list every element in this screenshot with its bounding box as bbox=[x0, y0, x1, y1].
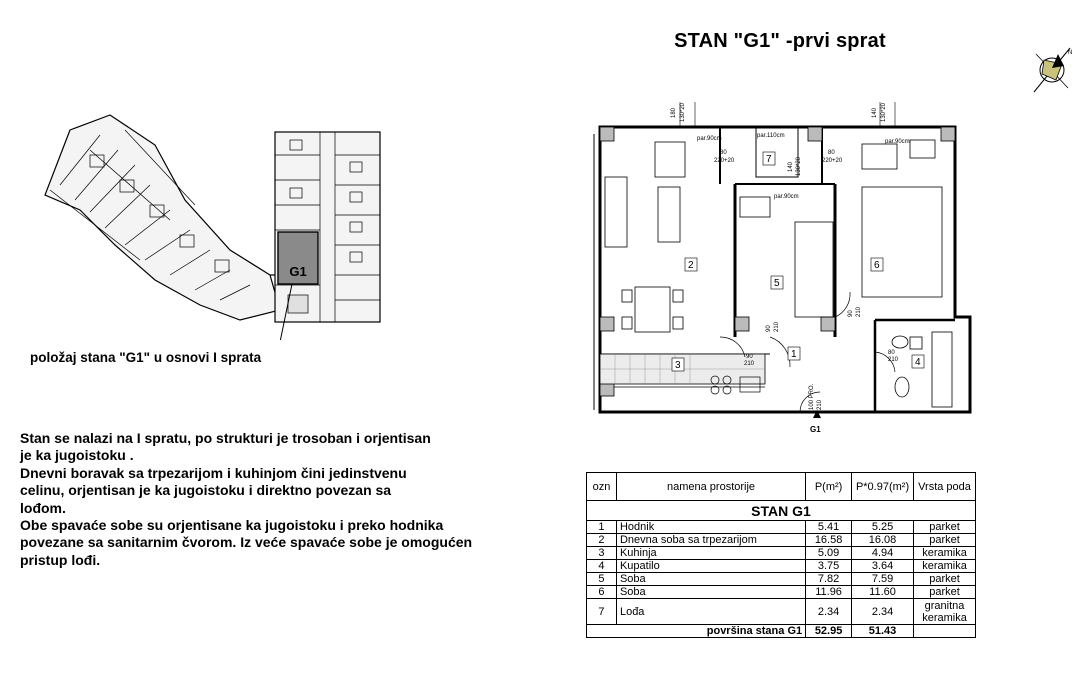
compass-icon bbox=[1028, 40, 1076, 100]
dim-label: 210 bbox=[888, 357, 899, 363]
description-line: celinu, orjentisan je ka jugoistoku i direktno povezan sa bbox=[20, 482, 392, 499]
svg-text:N: N bbox=[1068, 50, 1073, 56]
cell-area-reduced: 5.25 bbox=[852, 521, 914, 534]
building-key-plan bbox=[30, 110, 390, 340]
dim-label: 180 bbox=[671, 107, 677, 118]
dim-label: 220+20 bbox=[822, 158, 843, 164]
dim-label: 100 PRO. bbox=[809, 383, 815, 410]
dim-label: 90 bbox=[746, 354, 753, 360]
dim-label: 130*20 bbox=[680, 102, 686, 122]
cell-area: 2.34 bbox=[806, 599, 852, 625]
room-number: 7 bbox=[766, 154, 772, 165]
cell-num: 2 bbox=[587, 534, 617, 547]
dim-label: 80 bbox=[888, 350, 895, 356]
cell-num: 4 bbox=[587, 560, 617, 573]
key-plan-unit-label: G1 bbox=[289, 264, 307, 279]
cell-num: 6 bbox=[587, 586, 617, 599]
cell-name: Dnevna soba sa trpezarijom bbox=[616, 534, 805, 547]
table-header: P*0.97(m²) bbox=[852, 473, 914, 501]
cell-floor: parket bbox=[914, 586, 976, 599]
dim-label: par.110cm bbox=[757, 133, 785, 139]
cell-name: Kupatilo bbox=[616, 560, 805, 573]
cell-area: 11.96 bbox=[806, 586, 852, 599]
room-area-table bbox=[586, 472, 976, 638]
description-line: Stan se nalazi na I spratu, po strukturi je trosoban i orjentisan bbox=[20, 430, 431, 446]
description-line: Obe spavaće sobe su orjentisane ka jugoistoku i preko hodnika bbox=[20, 517, 444, 534]
dim-label: 90 bbox=[848, 310, 854, 317]
description-line: pristup lođi. bbox=[20, 551, 101, 568]
cell-floor: parket bbox=[914, 573, 976, 586]
table-row bbox=[587, 521, 976, 534]
table-header: P(m²) bbox=[806, 473, 852, 501]
dim-label: 140 bbox=[872, 107, 878, 118]
page-title: STAN "G1" -prvi sprat bbox=[674, 30, 886, 52]
cell-name: Kuhinja bbox=[616, 547, 805, 560]
dim-label: par.90cm bbox=[774, 194, 799, 200]
table-header: Vrsta poda bbox=[914, 473, 976, 501]
dim-label: 210 bbox=[744, 361, 755, 367]
cell-floor: keramika bbox=[914, 560, 976, 573]
room-number: 4 bbox=[915, 357, 921, 368]
description-line: lođom. bbox=[20, 499, 66, 516]
cell-name: Soba bbox=[616, 573, 805, 586]
total-area-reduced: 51.43 bbox=[852, 625, 914, 638]
room-number: 1 bbox=[791, 349, 797, 360]
cell-area-reduced: 4.94 bbox=[852, 547, 914, 560]
room-number: 6 bbox=[874, 260, 880, 271]
key-plan-caption: položaj stana "G1" u osnovi I sprata bbox=[30, 350, 262, 365]
dim-label: 80 bbox=[720, 150, 727, 156]
entrance-label: G1 bbox=[810, 425, 821, 434]
table-row bbox=[587, 586, 976, 599]
room-number: 3 bbox=[675, 360, 681, 371]
room-number: 5 bbox=[774, 278, 780, 289]
cell-name: Soba bbox=[616, 586, 805, 599]
cell-num: 7 bbox=[587, 599, 617, 625]
table-band-title: STAN G1 bbox=[587, 501, 976, 521]
cell-area: 5.09 bbox=[806, 547, 852, 560]
dim-label: par.90cm bbox=[885, 139, 910, 145]
dim-label: 130*20 bbox=[796, 156, 802, 176]
dim-label: 80 bbox=[828, 150, 835, 156]
total-label: površina stana G1 bbox=[587, 625, 806, 638]
apartment-description bbox=[20, 430, 520, 569]
apartment-floor-plan bbox=[580, 92, 980, 437]
table-total-row bbox=[587, 625, 976, 638]
cell-name: Hodnik bbox=[616, 521, 805, 534]
table-row bbox=[587, 534, 976, 547]
dim-label: 90 bbox=[766, 325, 772, 332]
cell-floor: parket bbox=[914, 534, 976, 547]
cell-floor: keramika bbox=[914, 547, 976, 560]
cell-num: 1 bbox=[587, 521, 617, 534]
table-row bbox=[587, 560, 976, 573]
dim-label: 210 bbox=[774, 321, 780, 332]
table-header: ozn bbox=[587, 473, 617, 501]
table-row bbox=[587, 599, 976, 625]
room-number: 2 bbox=[688, 260, 694, 271]
cell-area-reduced: 3.64 bbox=[852, 560, 914, 573]
cell-area: 3.75 bbox=[806, 560, 852, 573]
cell-area-reduced: 7.59 bbox=[852, 573, 914, 586]
cell-floor: parket bbox=[914, 521, 976, 534]
dim-label: 140 bbox=[788, 161, 794, 172]
cell-area-reduced: 11.60 bbox=[852, 586, 914, 599]
table-header: namena prostorije bbox=[616, 473, 805, 501]
cell-num: 3 bbox=[587, 547, 617, 560]
description-line: Dnevni boravak sa trpezarijom i kuhinjom čini jedinstvenu bbox=[20, 464, 407, 481]
cell-num: 5 bbox=[587, 573, 617, 586]
dim-label: 210 bbox=[856, 306, 862, 317]
description-line: je ka jugoistoku . bbox=[20, 447, 134, 464]
table-row bbox=[587, 547, 976, 560]
dim-label: 130*20 bbox=[881, 102, 887, 122]
table-row bbox=[587, 573, 976, 586]
dim-label: par.90cm bbox=[697, 136, 722, 142]
cell-area: 16.58 bbox=[806, 534, 852, 547]
cell-area: 5.41 bbox=[806, 521, 852, 534]
description-line: povezane sa sanitarnim čvorom. Iz veće spavaće sobe je omogućen bbox=[20, 534, 473, 551]
cell-area-reduced: 2.34 bbox=[852, 599, 914, 625]
cell-area-reduced: 16.08 bbox=[852, 534, 914, 547]
cell-area: 7.82 bbox=[806, 573, 852, 586]
dim-label: 210 bbox=[817, 399, 823, 410]
cell-floor: granitna keramika bbox=[914, 599, 976, 625]
total-area: 52.95 bbox=[806, 625, 852, 638]
cell-name: Lođa bbox=[616, 599, 805, 625]
dim-label: 220+20 bbox=[714, 158, 735, 164]
